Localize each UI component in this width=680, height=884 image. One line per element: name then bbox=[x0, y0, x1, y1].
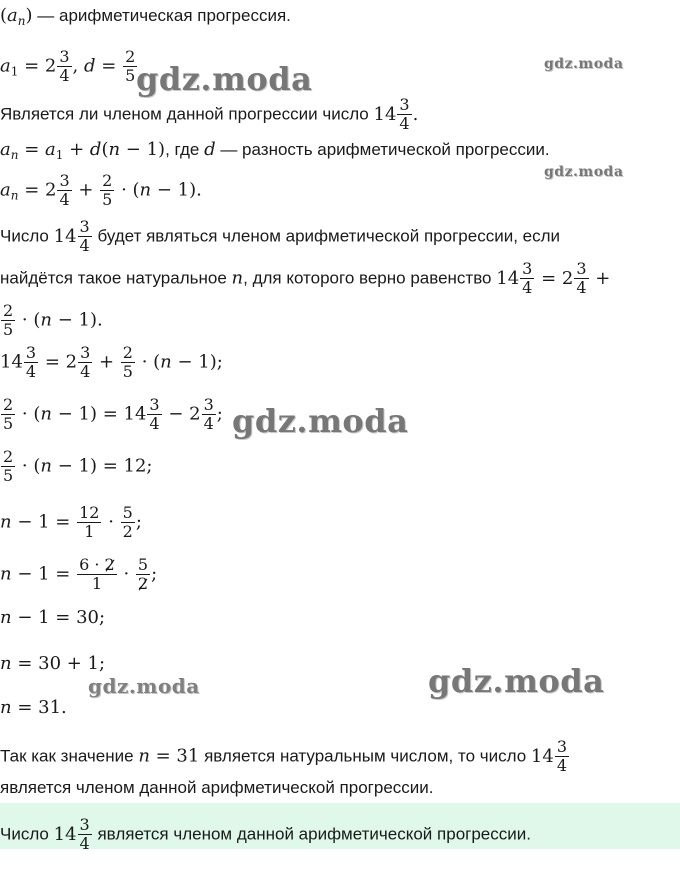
watermark: gdz.moda bbox=[428, 662, 605, 700]
condition-text-3: найдётся такое натуральное bbox=[0, 268, 227, 288]
answer-line: Число 14 $\frac{3}{4}$ является членом данной арифметической прогрессии. bbox=[0, 815, 531, 853]
condition-text-1: Число bbox=[0, 226, 49, 246]
step-2: $\frac{2}{5}$ · (n − 1) = 14 $\frac{3}{4}$ − 2 $\frac{3}{4}$ ; bbox=[3, 395, 223, 433]
watermark: gdz.moda bbox=[136, 60, 313, 98]
step-5: n − 1 = $\frac{6 \cdot 2}{1}$ · $\frac{5}{2}$ ; bbox=[0, 555, 158, 593]
step-4: n − 1 = $\frac{12}{1}$ · $\frac{5}{2}$ ; bbox=[0, 503, 142, 541]
conclusion-text-3: является членом данной арифметической прогрессии. bbox=[0, 778, 434, 797]
step-6: n − 1 = 30; bbox=[0, 607, 106, 628]
condition-line-3: $\frac{2}{5}$ · (n − 1). bbox=[3, 301, 103, 339]
sequence-symbol: $(a_n)$ bbox=[0, 5, 33, 28]
step-8: n = 31. bbox=[0, 697, 67, 718]
watermark: gdz.moda bbox=[232, 402, 409, 440]
formula-note: , где bbox=[165, 140, 200, 159]
question-text: Является ли членом данной прогрессии число bbox=[0, 104, 369, 124]
intro-line bbox=[0, 6, 291, 31]
intro-text: — арифметическая прогрессия. bbox=[37, 6, 291, 25]
condition-line-1: Число 14 $\frac{3}{4}$ будет являться членом арифметической прогрессии, если bbox=[0, 217, 561, 255]
step-1: 14 $\frac{3}{4}$ = 2 $\frac{3}{4}$ + $\frac{2}{5}$ · (n − 1); bbox=[0, 343, 223, 381]
conclusion-line-1: Так как значение n = 31 является натуральным числом, то число 14 $\frac{3}{4}$ bbox=[0, 737, 567, 775]
formula-tail: — разность арифметической прогрессии. bbox=[220, 140, 550, 159]
watermark: gdz.moda bbox=[88, 674, 200, 698]
watermark: gdz.moda bbox=[544, 56, 624, 72]
conclusion-text-2: является натуральным числом, то число bbox=[204, 746, 527, 766]
question-line bbox=[0, 96, 418, 133]
question-number: 14 $\frac{3}{4}$ . bbox=[373, 95, 419, 133]
formula-substituted: $a_n = 2$ $\frac{3}{4}$ + $\frac{2}{5}$ · (n − 1). bbox=[0, 171, 202, 209]
conclusion-line-2 bbox=[0, 778, 434, 798]
step-3: $\frac{2}{5}$ · (n − 1) = 12; bbox=[3, 447, 153, 485]
condition-line-2: найдётся такое натуральное n, для которого верно равенство 14 $\frac{3}{4}$ = 2 $\frac{3}{4}$ + bbox=[0, 259, 611, 297]
given-values: $a_1 = 2$ $\frac{3}{4}$ , d = $\frac{2}{5}$ bbox=[0, 47, 136, 85]
watermark: gdz.moda bbox=[544, 164, 624, 180]
condition-text-2: будет являться членом арифметической прогрессии, если bbox=[97, 226, 561, 246]
formula-line: $a_n = a_1 + d(n - 1)$, где d — разность арифметической прогрессии. bbox=[0, 139, 550, 162]
answer-text-2: является членом данной арифметической прогрессии. bbox=[97, 824, 531, 844]
conclusion-text-1: Так как значение bbox=[0, 746, 134, 766]
step-7: n = 30 + 1; bbox=[0, 653, 106, 674]
answer-text-1: Число bbox=[0, 824, 49, 844]
condition-text-4: , для которого верно равенство bbox=[243, 268, 492, 288]
